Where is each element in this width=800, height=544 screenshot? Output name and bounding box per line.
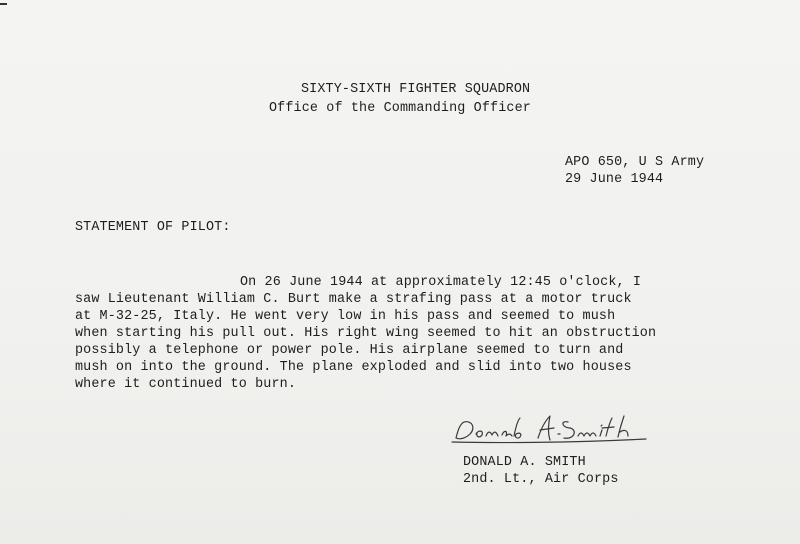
apo-address: APO 650, U S Army	[565, 155, 705, 170]
office-title: Office of the Commanding Officer	[269, 101, 531, 116]
corner-mark	[0, 2, 10, 6]
document-date: 29 June 1944	[565, 172, 664, 187]
body-line: where it continued to burn.	[75, 377, 297, 392]
body-line: possibly a telephone or power pole. His airplane seemed to turn and	[75, 343, 624, 358]
squadron-name: SIXTY-SIXTH FIGHTER SQUADRON	[301, 82, 531, 97]
body-line: mush on into the ground. The plane exploded and slid into two houses	[75, 360, 632, 375]
signer-name: DONALD A. SMITH	[463, 455, 586, 470]
statement-title: STATEMENT OF PILOT:	[75, 220, 231, 235]
handwritten-signature	[450, 412, 660, 448]
body-line: On 26 June 1944 at approximately 12:45 o'clock, I	[240, 275, 642, 290]
signer-rank: 2nd. Lt., Air Corps	[463, 472, 619, 487]
body-line: at M-32-25, Italy. He went very low in his pass and seemed to mush	[75, 309, 616, 324]
body-line: saw Lieutenant William C. Burt make a strafing pass at a motor truck	[75, 292, 632, 307]
body-line: when starting his pull out. His right wing seemed to hit an obstruction	[75, 326, 657, 341]
